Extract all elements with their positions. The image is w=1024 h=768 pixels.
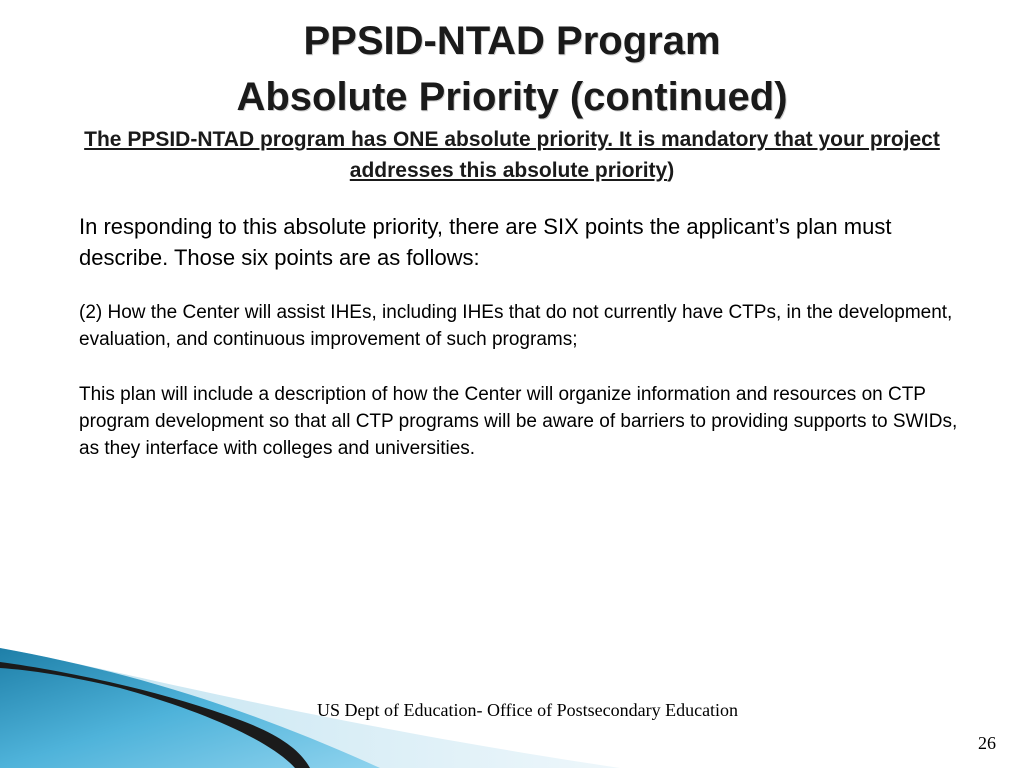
- slide-title-line2: Absolute Priority (continued): [236, 75, 788, 119]
- page-number: 26: [978, 733, 996, 753]
- slide-title-line1: PPSID-NTAD Program: [303, 19, 721, 63]
- subtitle-underlined-text: The PPSID-NTAD program has ONE absolute priority. It is mandatory that your project addresses this absolute priority: [84, 128, 940, 182]
- footer-text: US Dept of Education- Office of Postsecondary Education: [317, 700, 739, 720]
- subtitle-tail: ): [667, 159, 675, 182]
- plan-paragraph: This plan will include a description of how the Center will organize information and resources on CTP program development so that all CTP programs will be aware of barriers to providing supports to SWIDs, as they interface with colleges and universities.: [79, 384, 958, 459]
- intro-paragraph: In responding to this absolute priority, there are SIX points the applicant’s plan must describe. Those six points are as follows:: [79, 214, 892, 270]
- slide-subtitle: [30, 124, 994, 186]
- point-two-paragraph: (2) How the Center will assist IHEs, including IHEs that do not currently have CTPs, in the development, evaluation, and continuous improvement of such programs;: [79, 302, 953, 350]
